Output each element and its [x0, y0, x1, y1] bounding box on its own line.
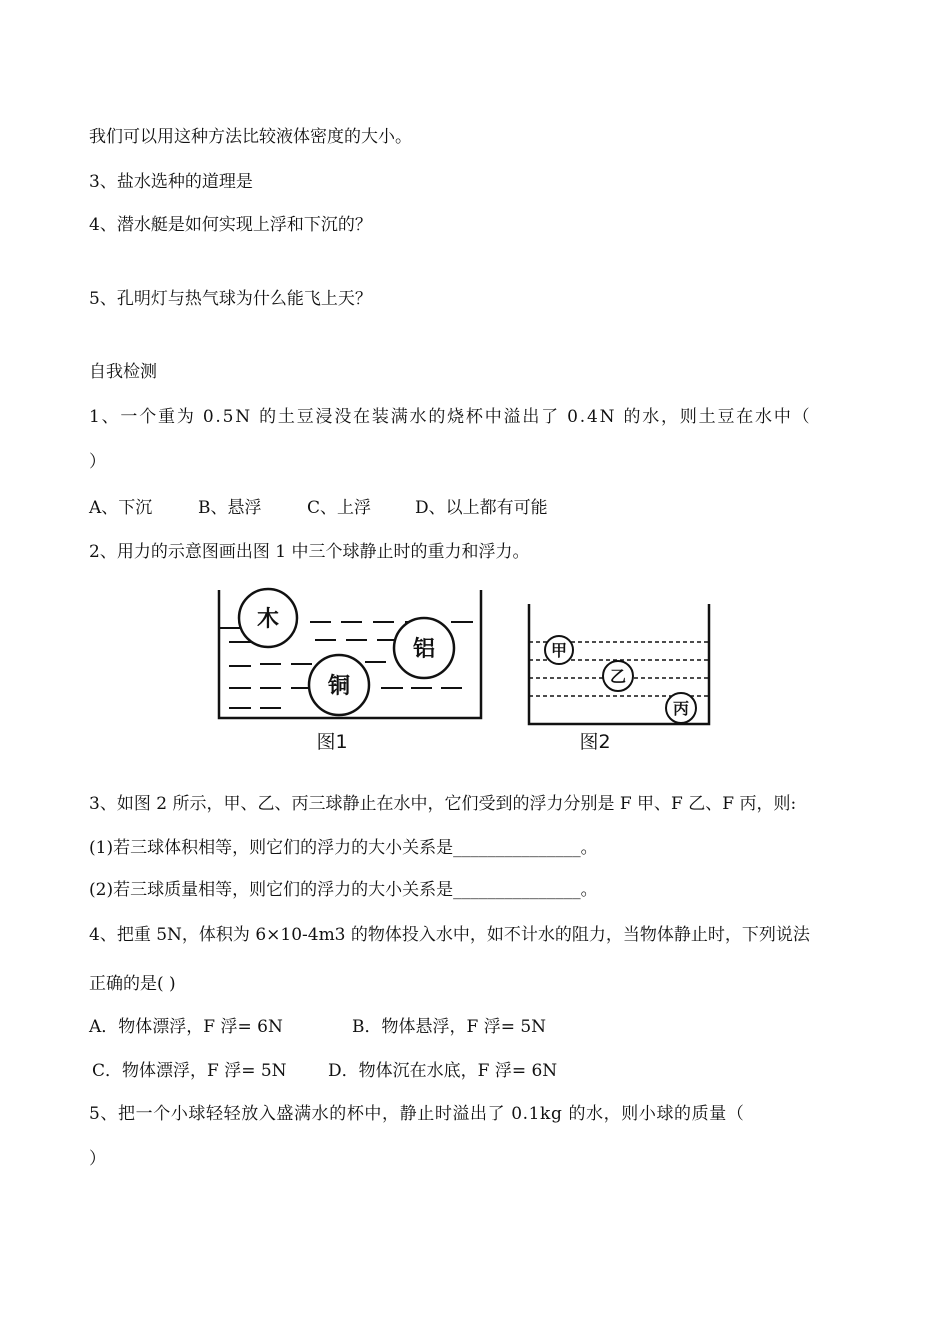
- ball-yi: [603, 661, 633, 691]
- ball-aluminum: [394, 618, 454, 678]
- option-d: D、以上都有可能: [415, 498, 548, 518]
- option-c: C、上浮: [307, 498, 372, 518]
- question-1-text: 1、一个重为 0.5N 的土豆浸没在装满水的烧杯中溢出了 0.4N 的水，则土豆在水中（: [89, 407, 812, 427]
- section-title: 自我检测: [89, 362, 157, 382]
- ball-yi-label: 乙: [609, 667, 627, 686]
- q4-option-b: B．物体悬浮，F 浮= 5N: [352, 1017, 547, 1037]
- question-5-end: ）: [89, 1149, 106, 1169]
- figure-2-caption: 图2: [579, 731, 611, 753]
- line-salt-water: 3、盐水选种的道理是: [89, 172, 253, 192]
- question-1-options: [89, 497, 548, 519]
- ball-bing-label: 丙: [672, 699, 690, 718]
- question-5-text: 5、把一个小球轻轻放入盛满水的杯中，静止时溢出了 0.1kg 的水，则小球的质量（: [89, 1104, 745, 1124]
- figures: [215, 584, 715, 759]
- ball-wood: [239, 589, 297, 647]
- q4-option-a: A．物体漂浮，F 浮= 6N: [89, 1017, 283, 1037]
- line-method: 我们可以用这种方法比较液体密度的大小。: [89, 127, 412, 147]
- question-4-end: 正确的是( ): [89, 974, 176, 994]
- question-4-text: 4、把重 5N，体积为 6×10-4m3 的物体投入水中，如不计水的阻力，当物体静止时，下列说法: [89, 925, 810, 945]
- question-3-part-1: (1)若三球体积相等，则它们的浮力的大小关系是_______________。: [89, 838, 598, 858]
- ball-aluminum-label: 铝: [412, 637, 436, 662]
- line-submarine: 4、潜水艇是如何实现上浮和下沉的？: [89, 215, 372, 235]
- ball-copper-label: 铜: [327, 674, 351, 699]
- question-1-end: ）: [89, 452, 106, 472]
- question-4-options-row-1: [89, 1016, 546, 1038]
- figure-1-caption: 图1: [316, 731, 348, 753]
- q4-option-c: C．物体漂浮，F 浮= 5N: [92, 1061, 287, 1081]
- ball-wood-label: 木: [256, 607, 280, 632]
- ball-bing: [666, 693, 696, 723]
- option-a: A、下沉: [89, 498, 153, 518]
- ball-jia: [545, 636, 573, 664]
- figures-svg: [215, 584, 715, 759]
- option-b: B、悬浮: [198, 498, 262, 518]
- question-3-text: 3、如图 2 所示，甲、乙、丙三球静止在水中，它们受到的浮力分别是 F 甲、F 乙、F 丙，则:: [89, 794, 797, 814]
- ball-jia-label: 甲: [550, 641, 568, 660]
- question-4-options-row-2: [92, 1060, 557, 1082]
- ball-copper: [309, 655, 369, 715]
- question-3-part-2: (2)若三球质量相等，则它们的浮力的大小关系是_______________。: [89, 880, 598, 900]
- line-kongming-lamp: 5、孔明灯与热气球为什么能飞上天？: [89, 289, 372, 309]
- question-2-text: 2、用力的示意图画出图 1 中三个球静止时的重力和浮力。: [89, 542, 530, 562]
- q4-option-d: D．物体沉在水底，F 浮= 6N: [328, 1061, 558, 1081]
